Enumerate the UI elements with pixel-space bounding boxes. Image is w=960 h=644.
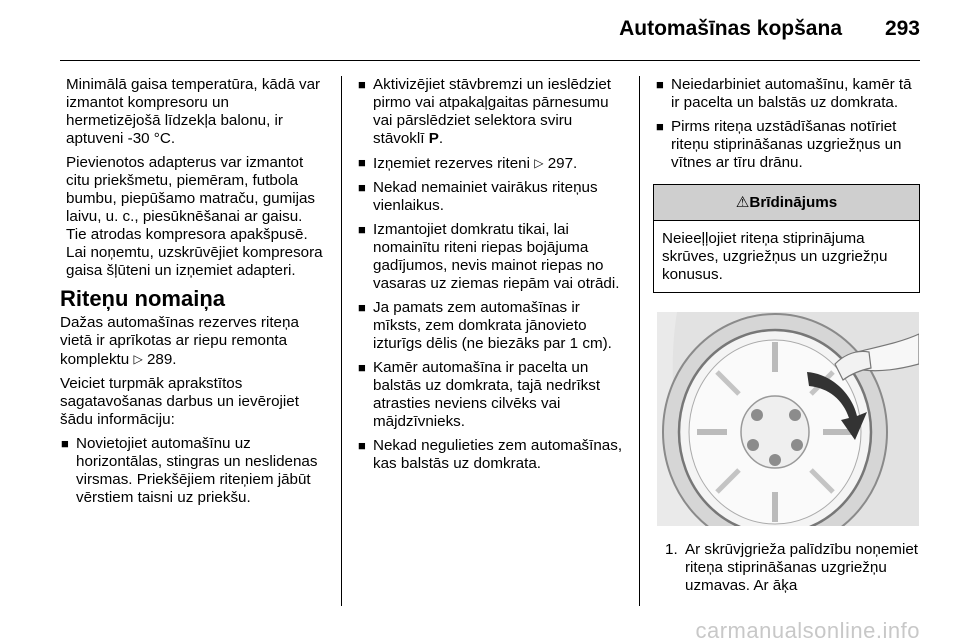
warning-title: Brīdinājums — [749, 194, 838, 211]
list-item-text: Ja pamats zem automašīnas ir mīksts, zem domkrata jānovieto izturīgs dēlis (ne biezāks par 1 cm). — [373, 299, 612, 352]
warning-box — [653, 184, 920, 293]
list-item-end: . — [438, 130, 444, 147]
list-item — [357, 154, 625, 173]
list-item-text: Kamēr automašīna ir pacelta un balstās uz domkrata, tajā nedrīkst atrasties neviens cilvēks vai mājdzīvnieks. — [373, 359, 601, 430]
column-right — [655, 76, 920, 293]
paragraph-adapters: Pievienotos adapterus var izmantot citu priekšmetu, piemēram, futbola bumbu, piepūšamo matraču, gumijas laivu, u. c., piesūknēšanai ar gaisu. Tie atrodas kompresora apakšpusē. Lai noņemtu, uzskrūvējiet kompresora gaisa šļūteni un izņemiet adapteri. — [66, 154, 323, 279]
page-header — [0, 0, 960, 62]
warning-text: Neieeļļojiet riteņa stiprinājuma skrūves, uzgriežņus un uzgriežņu konusus. — [662, 230, 888, 283]
watermark: carmanualsonline.info — [695, 618, 920, 643]
list-item-text: Izņemiet rezerves riteni — [373, 155, 530, 172]
list-item-text: Novietojiet automašīnu uz horizontālas, stingras un neslidenas virsmas. Priekšējiem riteņiem jābūt vērstiem taisni uz priekšu. — [76, 435, 318, 506]
numbered-step — [665, 541, 920, 595]
repair-kit-text: Dažas automašīnas rezerves riteņa vietā ir aprīkotas ar riepu remonta komplektu — [60, 314, 299, 368]
reference-arrow-icon: ▷ — [133, 352, 143, 366]
square-bullet-icon: ■ — [656, 119, 664, 134]
warning-header — [654, 185, 919, 221]
list-item — [357, 221, 625, 293]
list-item — [655, 118, 920, 172]
list-item-text: Neiedarbiniet automašīnu, kamēr tā ir pacelta un balstās uz domkrata. — [671, 76, 912, 111]
header-rule — [60, 60, 920, 61]
square-bullet-icon: ■ — [358, 180, 366, 195]
step-number: 1. — [665, 541, 678, 558]
column-middle — [357, 76, 625, 479]
page-number: 293 — [884, 17, 920, 40]
list-item — [655, 76, 920, 112]
paragraph-temperature: Minimālā gaisa temperatūra, kādā var izmantot kompresoru un hermetizējošā līdzekļa balonu, ir aptuveni -30 °C. — [66, 76, 321, 147]
list-item-text: Nekad negulieties zem automašīnas, kas balstās uz domkrata. — [373, 437, 623, 472]
square-bullet-icon: ■ — [656, 77, 664, 92]
list-item — [60, 435, 326, 507]
column-divider — [341, 76, 342, 606]
wheel-cover-illustration — [657, 312, 919, 526]
paragraph-repair-kit — [60, 314, 326, 369]
list-item — [357, 359, 625, 431]
square-bullet-icon: ■ — [358, 360, 366, 375]
list-item-text: Nekad nemainiet vairākus riteņus vienlaikus. — [373, 179, 598, 214]
list-item — [357, 299, 625, 353]
square-bullet-icon: ■ — [358, 222, 366, 237]
warning-triangle-icon: ⚠ — [735, 194, 750, 211]
square-bullet-icon: ■ — [358, 155, 366, 170]
step-text: Ar skrūvjgrieža palīdzību noņemiet riteņa stiprināšanas uzgriežņu uzmavas. Ar āķa — [685, 541, 918, 594]
column-left — [60, 76, 326, 513]
column-divider — [639, 76, 640, 606]
square-bullet-icon: ■ — [358, 77, 366, 92]
square-bullet-icon: ■ — [358, 300, 366, 315]
square-bullet-icon: ■ — [61, 436, 69, 451]
page-reference-link[interactable]: 289. — [146, 351, 177, 368]
square-bullet-icon: ■ — [358, 438, 366, 453]
paragraph-preparation: Veiciet turpmāk aprakstītos sagatavošanas darbus un ievērojiet šādu informāciju: — [60, 375, 299, 428]
wheel-illustration-svg — [657, 312, 919, 526]
section-heading: Riteņu nomaiņa — [60, 286, 226, 311]
reference-arrow-icon: ▷ — [534, 156, 544, 170]
page-reference-link[interactable]: 297. — [547, 155, 578, 172]
list-item — [357, 179, 625, 215]
section-title: Automašīnas kopšana — [619, 17, 842, 40]
list-item-text: Izmantojiet domkratu tikai, lai nomainītu riteni riepas bojājuma gadījumos, nevis mainot riepas no vasaras uz ziemas riepām vai otrādi. — [373, 221, 620, 292]
gear-position-label: P — [428, 130, 439, 147]
list-item — [357, 76, 625, 148]
list-item-text: Aktivizējiet stāvbremzi un ieslēdziet pirmo vai atpakaļgaitas pārnesumu vai pārslēdziet selektora sviru stāvoklī — [373, 76, 612, 147]
list-item — [357, 437, 625, 473]
list-item-text: Pirms riteņa uzstādīšanas notīriet riteņu stiprināšanas uzgriežņus un vītnes ar tīru drānu. — [671, 118, 902, 171]
